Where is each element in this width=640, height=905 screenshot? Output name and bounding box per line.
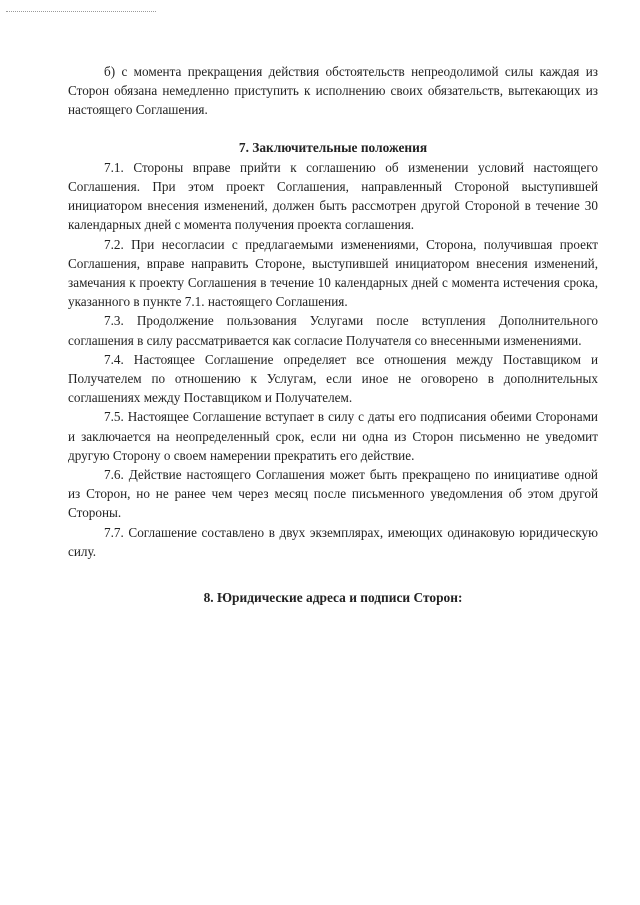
document-page bbox=[68, 62, 598, 607]
paragraph-7-7: 7.7. Соглашение составлено в двух экземплярах, имеющих одинаковую юридическую силу. bbox=[68, 524, 598, 559]
paragraph-7-1: 7.1. Стороны вправе прийти к соглашению об изменении условий настоящего Соглашения. При этом проект Соглашения, направленный Стороной выступившей инициатором внесения изменений, должен быть рассмотрен другой Стороной в течение 30 календарных дней с момента получения проекта соглашения. bbox=[68, 159, 598, 233]
intro-paragraph: б) с момента прекращения действия обстоятельств непреодолимой силы каждая из Сторон обязана немедленно приступить к исполнению своих обязательств, вытекающих из настоящего Соглашения. bbox=[68, 64, 598, 118]
section-7-heading: 7. Заключительные положения bbox=[238, 139, 428, 155]
paragraph-7-4: 7.4. Настоящее Соглашение определяет все отношения между Поставщиком и Получателем по отношению к Услугам, если иное не оговорено в дополнительных соглашениях между Поставщиком и Получателем. bbox=[68, 351, 598, 406]
scan-artifact-line bbox=[6, 11, 156, 12]
paragraph-7-6: 7.6. Действие настоящего Соглашения может быть прекращено по инициативе одной из Сторон, но не ранее чем через месяц после письменного уведомления об этом другой Стороны. bbox=[68, 467, 598, 521]
section-8-heading: 8. Юридические адреса и подписи Сторон: bbox=[203, 590, 463, 606]
paragraph-7-2: 7.2. При несогласии с предлагаемыми изменениями, Сторона, получившая проект Соглашения, вправе направить Стороне, выступившей инициатором внесения изменений, замечания к проекту Соглашения в течение 10 календарных дней с момента истечения срока, указанного в пункте 7.1. настоящего Соглашения. bbox=[68, 236, 598, 310]
paragraph-7-3: 7.3. Продолжение пользования Услугами после вступления Дополнительного соглашения в силу рассматривается как согласие Получателя со внесенными изменениями. bbox=[68, 313, 598, 348]
paragraph-7-5: 7.5. Настоящее Соглашение вступает в силу с даты его подписания обеими Сторонами и заключается на неопределенный срок, если ни одна из Сторон письменно не уведомит другую Сторону о своем намерении прекратить его действие. bbox=[68, 409, 598, 463]
